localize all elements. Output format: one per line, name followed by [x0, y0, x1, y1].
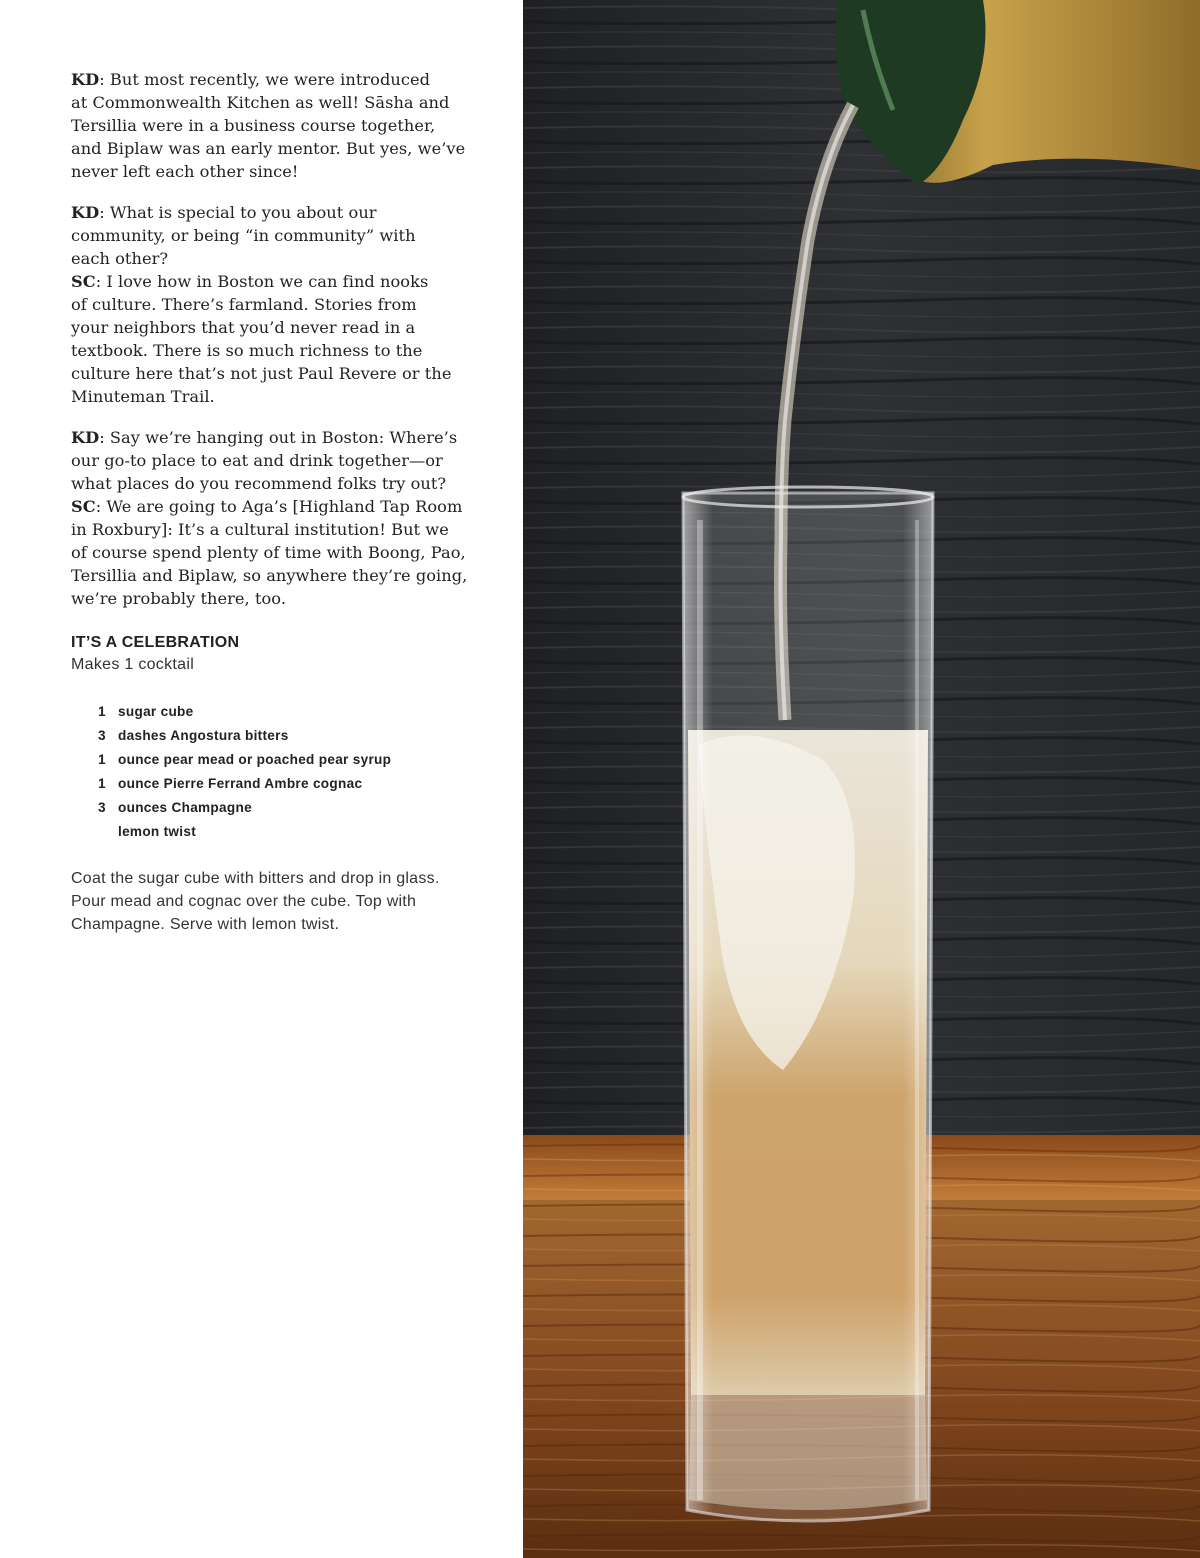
ingredient-quantity: 3 — [98, 800, 106, 815]
speaker-label: KD — [71, 203, 100, 222]
ingredient-item — [98, 748, 511, 772]
speaker-text: : We are going to Aga’s [Highland Tap Room in Roxbury]: It’s a cultural institution! But we of course spend plenty of time with Boong, Pao, Tersillia and Biplaw, so anywhere they’re going, we’re probably there, too. — [71, 497, 468, 608]
ingredient-name: lemon twist — [118, 824, 197, 839]
article-text-column — [71, 68, 511, 936]
ingredient-quantity: 3 — [98, 728, 106, 743]
ingredient-quantity — [98, 820, 118, 844]
ingredient-item — [98, 796, 511, 820]
speaker-label: KD — [71, 428, 100, 447]
ingredient-quantity: 1 — [98, 752, 106, 767]
ingredient-item — [98, 724, 511, 748]
speaker-label: SC — [71, 497, 96, 516]
interview-paragraph — [71, 68, 511, 183]
cocktail-photo — [523, 0, 1200, 1558]
speaker-text: : I love how in Boston we can find nooks of culture. There’s farmland. Stories from your neighbors that you’d never read in a textbook. There is so much richness to the culture here that’s not just Paul Revere or the Minuteman Trail. — [71, 272, 452, 406]
interview-paragraph — [71, 426, 511, 610]
ingredient-item — [98, 772, 511, 796]
interview — [71, 68, 511, 610]
speaker-text: : What is special to you about our community, or being “in community” with each other? — [71, 203, 416, 268]
ingredient-quantity: 1 — [98, 704, 106, 719]
ingredient-item — [98, 700, 511, 724]
speaker-text: : But most recently, we were introduced at Commonwealth Kitchen as well! Sāsha and Tersillia were in a business course together, and Biplaw was an early mentor. But yes, we’ve never left each other since! — [71, 70, 466, 181]
ingredient-name: ounce pear mead or poached pear syrup — [118, 752, 392, 767]
ingredient-quantity: 1 — [98, 776, 106, 791]
ingredient-name: sugar cube — [118, 704, 194, 719]
recipe-title: IT’S A CELEBRATION — [71, 634, 240, 651]
recipe-directions: Coat the sugar cube with bitters and drop in glass. Pour mead and cognac over the cube. Top with Champagne. Serve with lemon twist. — [71, 870, 440, 933]
recipe-yield: Makes 1 cocktail — [71, 656, 195, 673]
interview-paragraph — [71, 201, 511, 408]
recipe — [71, 632, 511, 936]
speaker-text: : Say we’re hanging out in Boston: Where’s our go-to place to eat and drink together—or what places do you recommend folks try out? — [71, 428, 458, 493]
ingredient-name: ounce Pierre Ferrand Ambre cognac — [118, 776, 363, 791]
ingredient-name: dashes Angostura bitters — [118, 728, 289, 743]
speaker-label: KD — [71, 70, 100, 89]
ingredient-item — [98, 820, 511, 844]
ingredient-list — [71, 700, 511, 844]
speaker-label: SC — [71, 272, 96, 291]
ingredient-name: ounces Champagne — [118, 800, 252, 815]
